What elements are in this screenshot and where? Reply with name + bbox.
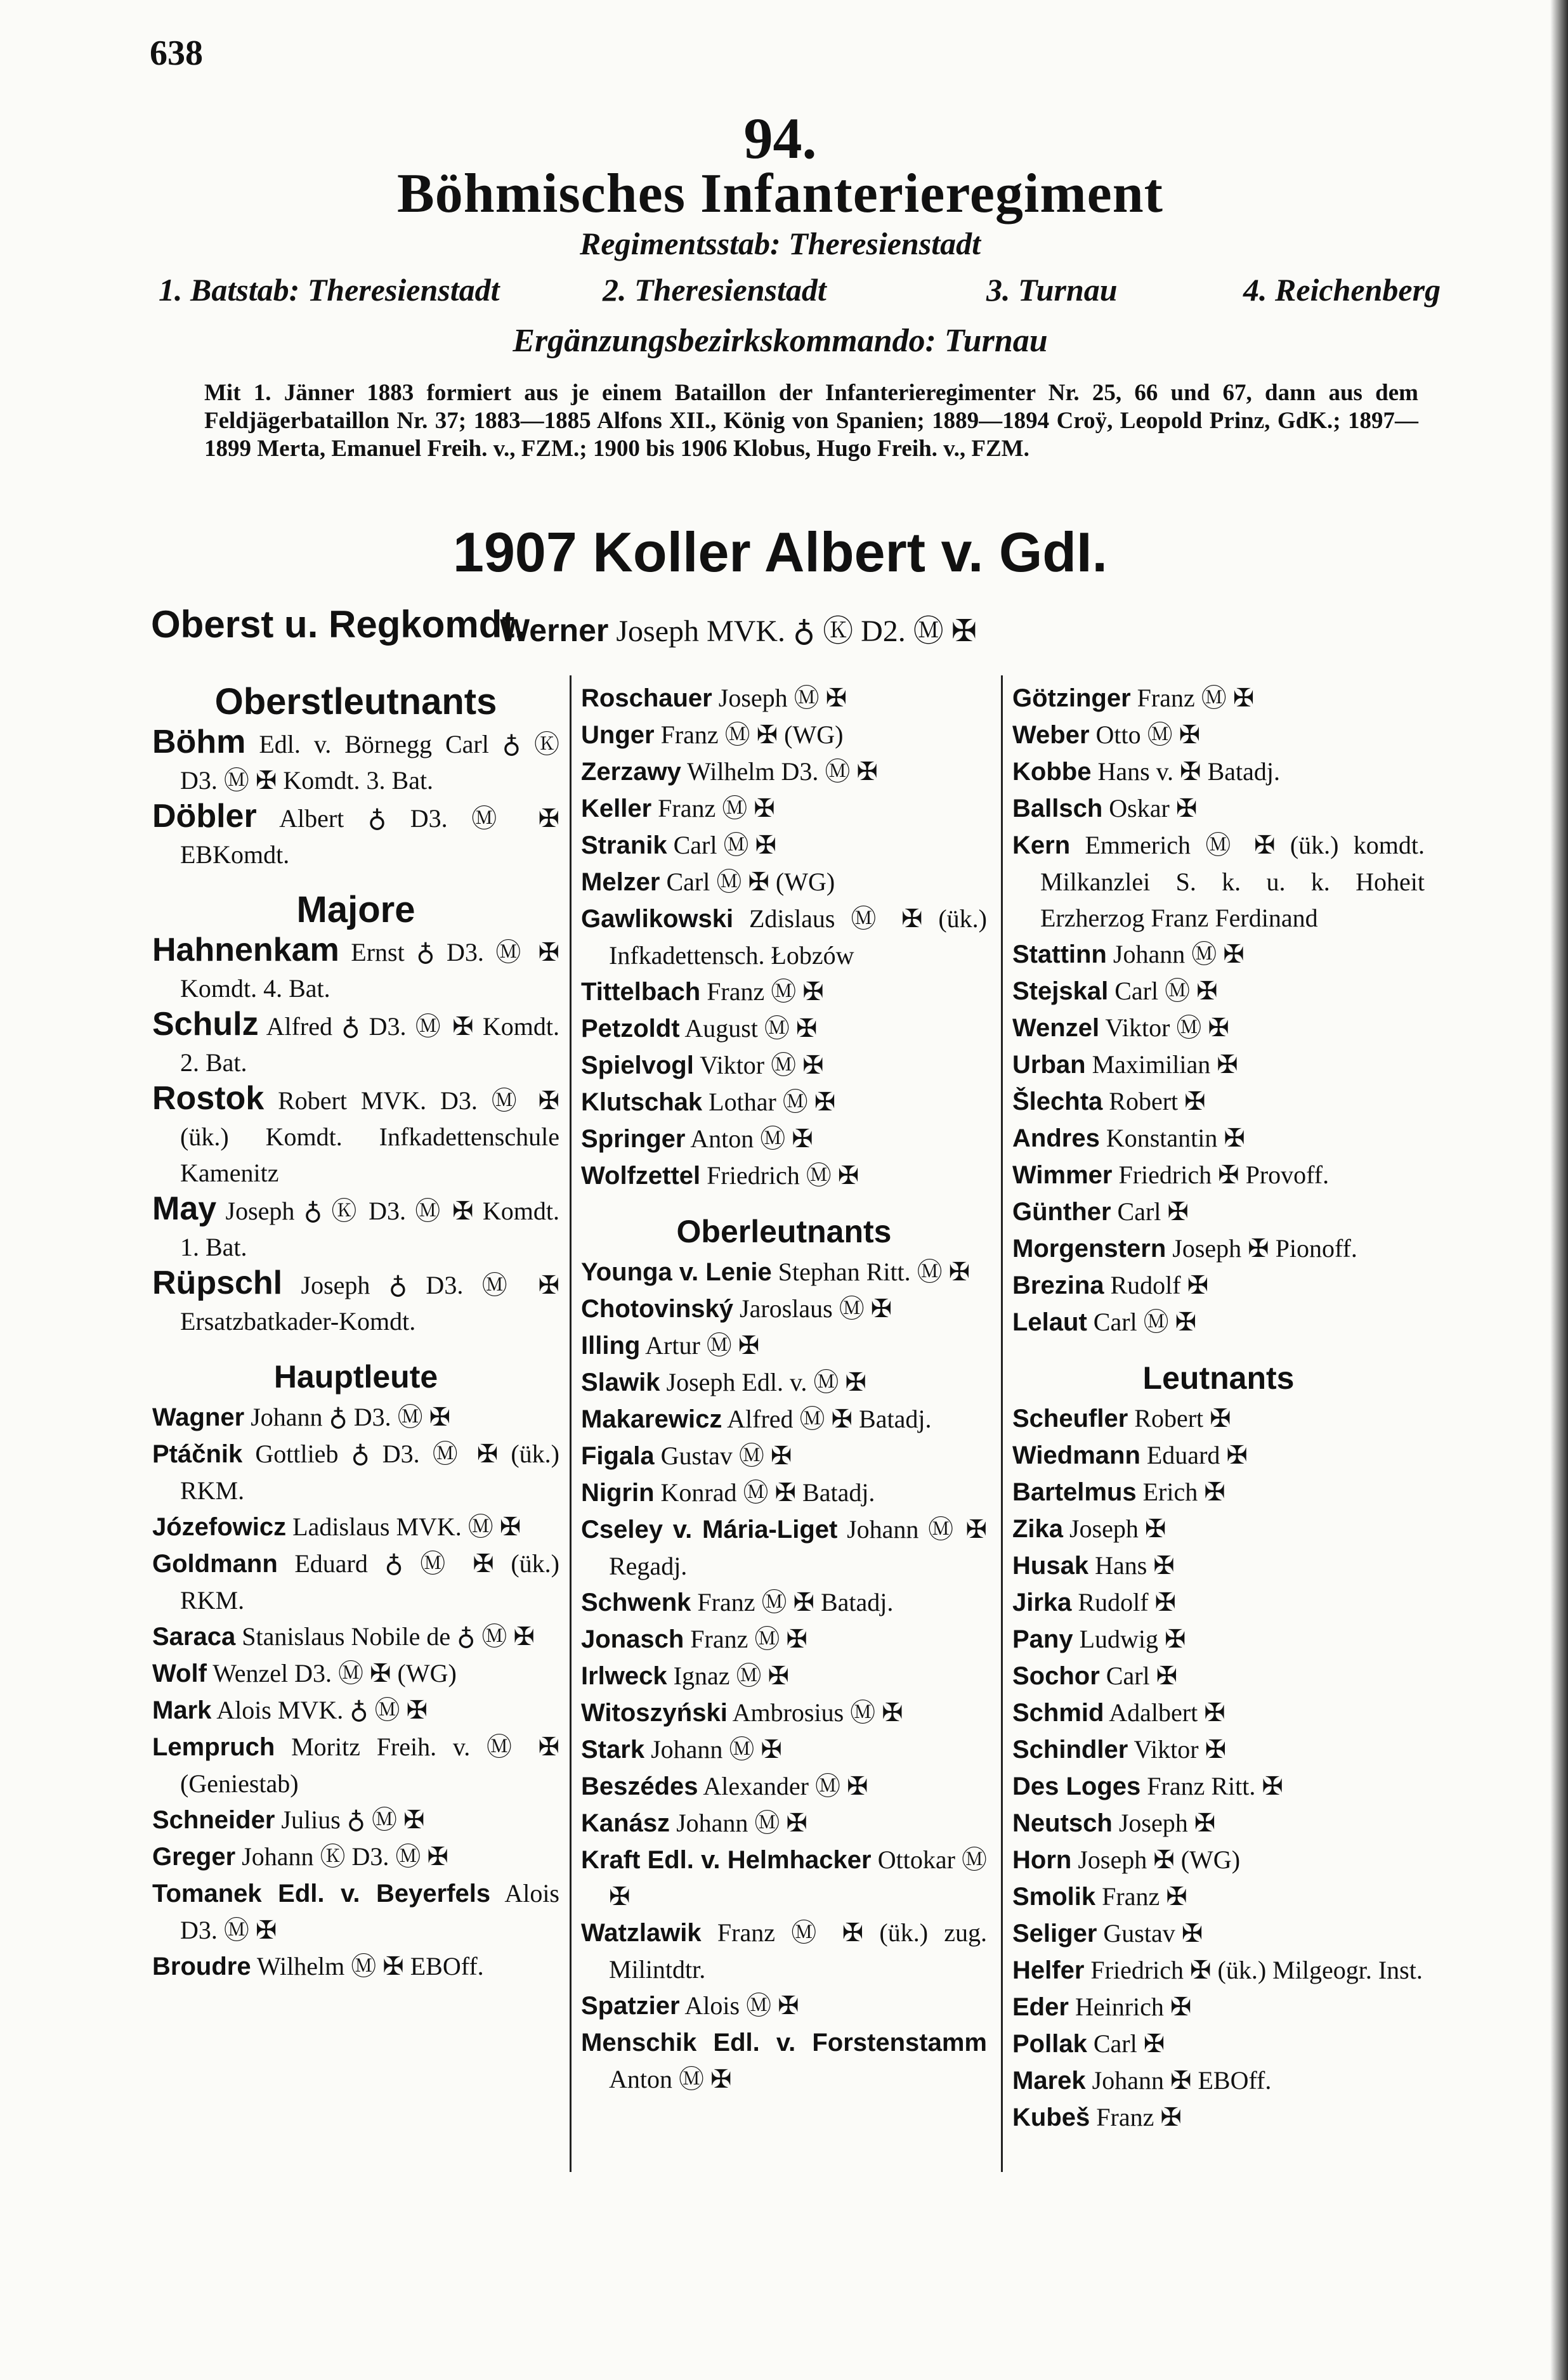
colonel-entry bbox=[500, 606, 977, 650]
officer-entry bbox=[1012, 1083, 1425, 1120]
officer-entry bbox=[152, 1191, 559, 1265]
officer-entry bbox=[1012, 1952, 1425, 1989]
officer-details: Joseph ✠ bbox=[1069, 1514, 1166, 1543]
officer-entry bbox=[1012, 1474, 1425, 1511]
officer-entry bbox=[581, 1401, 987, 1438]
officer-entry bbox=[581, 1658, 987, 1694]
officer-surname: Stattinn bbox=[1012, 940, 1107, 968]
officer-surname: Unger bbox=[581, 721, 655, 749]
officer-surname: Keller bbox=[581, 795, 652, 823]
recruiting-district: Ergänzungsbezirkskommando: Turnau bbox=[513, 323, 1048, 359]
section-heading: Oberleutnants bbox=[676, 1214, 892, 1249]
officer-details: Franz Ⓜ ✠ bbox=[690, 1625, 807, 1653]
officer-entry bbox=[1012, 1046, 1425, 1083]
officer-surname: Lempruch bbox=[152, 1733, 275, 1761]
officer-surname: Stark bbox=[581, 1736, 645, 1764]
officer-surname: Urban bbox=[1012, 1051, 1086, 1079]
officer-surname: Šlechta bbox=[1012, 1088, 1103, 1115]
officer-details: Alois D3. Ⓜ ✠ bbox=[180, 1879, 559, 1944]
officer-entry bbox=[1012, 1400, 1425, 1437]
officer-details: Alexander Ⓜ ✠ bbox=[703, 1772, 868, 1800]
officer-surname: Kern bbox=[1012, 831, 1071, 859]
officer-surname: Schindler bbox=[1012, 1736, 1128, 1764]
officer-entry bbox=[581, 1121, 987, 1157]
officer-entry bbox=[581, 1584, 987, 1621]
officer-surname: Watzlawik bbox=[581, 1919, 702, 1947]
officer-entry bbox=[581, 1438, 987, 1474]
officer-entry bbox=[581, 973, 987, 1010]
officer-surname: Weber bbox=[1012, 721, 1090, 749]
officer-entry bbox=[581, 1010, 987, 1047]
officer-entry bbox=[1012, 790, 1425, 827]
officer-entry bbox=[581, 1768, 987, 1805]
officer-details: Oskar ✠ bbox=[1109, 794, 1198, 823]
officer-entry bbox=[152, 1006, 559, 1081]
officer-details: Johann Ⓚ D3. Ⓜ ✠ bbox=[242, 1842, 448, 1871]
officer-entry bbox=[1012, 717, 1425, 753]
officer-surname: Spielvogl bbox=[581, 1051, 694, 1079]
officer-surname: Horn bbox=[1012, 1846, 1072, 1874]
officer-details: Viktor Ⓜ ✠ bbox=[700, 1051, 824, 1079]
officer-entry bbox=[1012, 1267, 1425, 1304]
officer-entry bbox=[581, 864, 987, 901]
officer-details: Carl ✠ bbox=[1117, 1197, 1189, 1226]
officer-details: Wilhelm Ⓜ ✠ EBOff. bbox=[256, 1952, 484, 1980]
officer-entry bbox=[1012, 1768, 1425, 1805]
officer-surname: Witoszyński bbox=[581, 1699, 728, 1727]
officer-entry bbox=[1012, 1193, 1425, 1230]
officer-entry bbox=[1012, 1915, 1425, 1952]
officer-surname: Jonasch bbox=[581, 1625, 684, 1653]
officer-details: Erich ✠ bbox=[1142, 1478, 1225, 1506]
column-middle bbox=[581, 680, 987, 2097]
officer-details: Viktor Ⓜ ✠ bbox=[1105, 1013, 1229, 1042]
officer-surname: Tittelbach bbox=[581, 978, 701, 1006]
officer-details: Emmerich Ⓜ ✠ (ük.) komdt. Milkanzlei S. k. u. k. Hoheit Erzherzog Franz Ferdinand bbox=[1040, 831, 1425, 932]
officer-entry bbox=[581, 2024, 987, 2097]
officer-surname: Lelaut bbox=[1012, 1308, 1087, 1336]
officer-entry bbox=[581, 1291, 987, 1327]
officer-surname: Kubeš bbox=[1012, 2104, 1090, 2131]
officer-details: Alfred Ⓜ ✠ Batadj. bbox=[727, 1405, 932, 1433]
officer-entry bbox=[152, 1838, 559, 1875]
officer-details: Johann Ⓜ ✠ bbox=[651, 1735, 782, 1764]
officer-entry bbox=[1012, 1658, 1425, 1694]
officer-surname: Younga v. Lenie bbox=[581, 1258, 772, 1286]
section-heading: Oberstleutnants bbox=[214, 681, 497, 722]
colonel-surname: Werner bbox=[500, 613, 609, 648]
officer-entry bbox=[581, 1842, 987, 1915]
officer-entry bbox=[152, 798, 559, 873]
officer-surname: Gawlikowski bbox=[581, 905, 734, 933]
officer-surname: Wagner bbox=[152, 1403, 245, 1431]
officer-surname: Greger bbox=[152, 1843, 236, 1871]
officer-surname: Petzoldt bbox=[581, 1015, 680, 1043]
officer-surname: Zika bbox=[1012, 1515, 1064, 1543]
officer-surname: Makarewicz bbox=[581, 1405, 722, 1433]
officer-surname: Melzer bbox=[581, 868, 660, 896]
officer-details: Joseph ✠ (WG) bbox=[1078, 1845, 1241, 1874]
officer-details: Eduard ✠ bbox=[1146, 1441, 1248, 1469]
officer-entry bbox=[1012, 1878, 1425, 1915]
officer-details: Ernst ♁ D3. Ⓜ ✠ Komdt. 4. Bat. bbox=[180, 938, 560, 1003]
officer-details: Gustav Ⓜ ✠ bbox=[660, 1441, 792, 1470]
officer-details: Alfred ♁ D3. Ⓜ ✠ Komdt. 2. Bat. bbox=[180, 1012, 560, 1077]
officer-entry bbox=[152, 1081, 559, 1191]
column-left bbox=[152, 680, 559, 1985]
officer-details: Carl ✠ bbox=[1106, 1661, 1178, 1690]
officer-details: Edl. v. Börnegg Carl ♁ Ⓚ D3. Ⓜ ✠ Komdt. 3. Bat. bbox=[180, 730, 560, 795]
officer-details: Viktor ✠ bbox=[1134, 1735, 1227, 1764]
officer-surname: Wenzel bbox=[1012, 1014, 1100, 1042]
officer-details: Robert ✠ bbox=[1134, 1404, 1231, 1433]
battalion-4: 4. Reichenberg bbox=[1243, 272, 1441, 308]
officer-entry bbox=[1012, 827, 1425, 936]
battalion-3: 3. Turnau bbox=[986, 272, 1118, 308]
officer-entry bbox=[581, 1254, 987, 1291]
officer-surname: Pollak bbox=[1012, 2030, 1087, 2058]
officer-details: Gottlieb ♁ D3. Ⓜ ✠ (ük.) RKM. bbox=[180, 1440, 559, 1505]
officer-details: Moritz Freih. v. Ⓜ ✠ (Geniestab) bbox=[180, 1733, 560, 1798]
regiment-number: 94. bbox=[743, 106, 817, 171]
officer-surname: Schmid bbox=[1012, 1699, 1104, 1727]
officer-surname: Klutschak bbox=[581, 1088, 703, 1116]
officer-surname: May bbox=[152, 1190, 217, 1227]
officer-details: Konrad Ⓜ ✠ Batadj. bbox=[660, 1478, 875, 1507]
officer-entry bbox=[152, 1875, 559, 1948]
column-divider bbox=[570, 675, 572, 2172]
officer-entry bbox=[581, 790, 987, 827]
officer-details: Zdislaus Ⓜ ✠ (ük.) Infkadettensch. Łobzów bbox=[609, 904, 988, 970]
officer-details: Robert ✠ bbox=[1109, 1087, 1206, 1115]
officer-details: Joseph ♁ Ⓚ D3. Ⓜ ✠ Komdt. 1. Bat. bbox=[180, 1197, 560, 1261]
officer-entry bbox=[581, 901, 987, 973]
officer-details: Stanislaus Nobile de ♁ Ⓜ ✠ bbox=[242, 1622, 535, 1651]
officer-entry bbox=[581, 1987, 987, 2024]
officer-surname: Böhm bbox=[152, 724, 246, 760]
officer-surname: Illing bbox=[581, 1332, 641, 1360]
officer-surname: Rüpschl bbox=[152, 1265, 283, 1301]
officer-entry bbox=[152, 1948, 559, 1985]
officer-surname: Kobbe bbox=[1012, 758, 1092, 786]
officer-surname: Wolf bbox=[152, 1660, 207, 1687]
officer-details: Franz Ritt. ✠ bbox=[1147, 1772, 1283, 1800]
section-heading: Leutnants bbox=[1142, 1360, 1295, 1396]
officer-entry bbox=[1012, 2062, 1425, 2099]
officer-surname: Pany bbox=[1012, 1625, 1073, 1653]
regiment-history: Mit 1. Jänner 1883 formiert aus je einem Bataillon der Infanterieregimenter Nr. 25, 66 und 67, dann aus dem Feldjägerbataillon Nr. 37; 1883—1885 Alfons XII., König von Spanien; 1889—1894 Croÿ, Leopold Prinz, GdK.; 1897—1899 Merta, Emanuel Freih. v., FZM.; 1900 bis 1906 Klobus, Hugo Freih. v., FZM. bbox=[204, 380, 1418, 462]
officer-details: Friedrich Ⓜ ✠ bbox=[707, 1161, 859, 1190]
officer-entry bbox=[1012, 1842, 1425, 1878]
officer-entry bbox=[581, 1047, 987, 1084]
officer-entry bbox=[1012, 1547, 1425, 1584]
officer-entry bbox=[581, 827, 987, 864]
officer-surname: Brezina bbox=[1012, 1271, 1104, 1299]
officer-details: Ambrosius Ⓜ ✠ bbox=[732, 1698, 903, 1727]
officer-entry bbox=[1012, 1805, 1425, 1842]
battalion-1: 1. Batstab: Theresienstadt bbox=[159, 272, 500, 308]
column-divider bbox=[1001, 675, 1003, 2172]
officer-surname: Hahnenkam bbox=[152, 932, 339, 968]
regiment-proprietor: 1907 Koller Albert v. GdI. bbox=[453, 521, 1107, 583]
officer-details: Carl Ⓜ ✠ (WG) bbox=[666, 868, 835, 896]
officer-surname: Chotovinský bbox=[581, 1295, 734, 1323]
officer-entry bbox=[581, 1621, 987, 1658]
officer-details: Gustav ✠ bbox=[1103, 1919, 1203, 1948]
officer-entry bbox=[1012, 936, 1425, 973]
officer-surname: Husak bbox=[1012, 1552, 1089, 1580]
officer-entry bbox=[581, 1364, 987, 1401]
officer-details: Ladislaus MVK. Ⓜ ✠ bbox=[292, 1512, 521, 1541]
officer-entry bbox=[1012, 973, 1425, 1010]
regimental-staff: Regimentsstab: Theresienstadt bbox=[580, 226, 981, 261]
officer-details: Robert MVK. D3. Ⓜ ✠ (ük.) Komdt. Infkadettenschule Kamenitz bbox=[180, 1086, 560, 1187]
page-edge-shadow bbox=[1550, 0, 1568, 2380]
officer-surname: Günther bbox=[1012, 1198, 1111, 1226]
officer-surname: Smolik bbox=[1012, 1883, 1096, 1911]
officer-surname: Scheufler bbox=[1012, 1405, 1128, 1433]
officer-surname: Beszédes bbox=[581, 1772, 698, 1800]
officer-surname: Rostok bbox=[152, 1080, 265, 1117]
officer-surname: Schulz bbox=[152, 1006, 259, 1043]
officer-surname: Kanász bbox=[581, 1809, 670, 1837]
battalion-stations bbox=[159, 271, 1441, 309]
officer-entry bbox=[581, 753, 987, 790]
officer-details: Franz Ⓜ ✠ (WG) bbox=[660, 720, 844, 749]
officer-details: Julius ♁ Ⓜ ✠ bbox=[281, 1805, 425, 1834]
officer-surname: Götzinger bbox=[1012, 684, 1131, 712]
officer-details: Konstantin ✠ bbox=[1106, 1124, 1245, 1152]
officer-entry bbox=[1012, 1584, 1425, 1621]
officer-entry bbox=[581, 1915, 987, 1987]
officer-details: Otto Ⓜ ✠ bbox=[1095, 720, 1201, 749]
officer-surname: Tomanek Edl. v. Beyerfels bbox=[152, 1880, 491, 1908]
officer-entry bbox=[152, 932, 559, 1006]
section-heading: Majore bbox=[296, 889, 415, 930]
officer-surname: Marek bbox=[1012, 2067, 1086, 2095]
officer-surname: Ballsch bbox=[1012, 795, 1103, 823]
officer-surname: Zerzawy bbox=[581, 758, 681, 786]
officer-details: Joseph Ⓜ ✠ bbox=[718, 684, 847, 712]
officer-entry bbox=[152, 1655, 559, 1692]
officer-entry bbox=[1012, 1120, 1425, 1157]
officer-surname: Helfer bbox=[1012, 1956, 1085, 1984]
officer-surname: Kraft Edl. v. Helmhacker bbox=[581, 1846, 872, 1874]
officer-details: Albert ♁ D3. Ⓜ ✠ EBKomdt. bbox=[180, 804, 560, 869]
officer-entry bbox=[152, 1265, 559, 1339]
officer-details: Anton Ⓜ ✠ bbox=[609, 2065, 732, 2093]
officer-details: Artur Ⓜ ✠ bbox=[645, 1331, 760, 1360]
officer-entry bbox=[152, 1545, 559, 1618]
officer-details: Ignaz Ⓜ ✠ bbox=[673, 1661, 789, 1690]
officer-details: Johann ♁ D3. Ⓜ ✠ bbox=[251, 1403, 451, 1431]
officer-surname: Roschauer bbox=[581, 684, 712, 712]
officer-surname: Schwenk bbox=[581, 1589, 691, 1616]
officer-surname: Goldmann bbox=[152, 1550, 278, 1578]
regiment-title: Böhmisches Infanterieregiment bbox=[397, 163, 1163, 224]
officer-entry bbox=[581, 1084, 987, 1121]
officer-entry bbox=[152, 1436, 559, 1509]
officer-details: Ludwig ✠ bbox=[1079, 1625, 1186, 1653]
officer-details: Heinrich ✠ bbox=[1075, 1993, 1192, 2021]
officer-surname: Slawik bbox=[581, 1369, 660, 1396]
officer-surname: Spatzier bbox=[581, 1992, 680, 2020]
officer-entry bbox=[1012, 1511, 1425, 1547]
officer-details: Franz Ⓜ ✠ bbox=[658, 794, 775, 823]
officer-details: Johann Ⓜ ✠ bbox=[1113, 940, 1245, 968]
battalion-2: 2. Theresienstadt bbox=[603, 272, 826, 308]
officer-details: Alois Ⓜ ✠ bbox=[684, 1991, 799, 2020]
page-number: 638 bbox=[150, 34, 203, 73]
officer-details: Maximilian ✠ bbox=[1092, 1050, 1238, 1079]
officer-surname: Andres bbox=[1012, 1124, 1100, 1152]
officer-details: Rudolf ✠ bbox=[1078, 1588, 1177, 1616]
officer-surname: Irlweck bbox=[581, 1662, 667, 1690]
officer-surname: Schneider bbox=[152, 1806, 275, 1834]
officer-details: Franz ✠ bbox=[1102, 1882, 1187, 1911]
officer-details: Joseph Edl. v. Ⓜ ✠ bbox=[666, 1368, 866, 1396]
officer-surname: Jirka bbox=[1012, 1589, 1072, 1616]
officer-details: Wenzel D3. Ⓜ ✠ (WG) bbox=[212, 1659, 457, 1687]
officer-surname: Des Loges bbox=[1012, 1772, 1141, 1800]
officer-details: Hans ✠ bbox=[1095, 1551, 1175, 1580]
officer-details: Carl Ⓜ ✠ bbox=[1114, 977, 1218, 1005]
officer-surname: Mark bbox=[152, 1696, 212, 1724]
officer-entry bbox=[1012, 1621, 1425, 1658]
officer-surname: Stranik bbox=[581, 831, 667, 859]
officer-entry bbox=[152, 1802, 559, 1838]
officer-details: Franz Ⓜ ✠ (ük.) zug. Milintdtr. bbox=[609, 1918, 988, 1984]
officer-surname: Nigrin bbox=[581, 1479, 655, 1507]
officer-surname: Stejskal bbox=[1012, 977, 1109, 1005]
officer-details: Joseph ✠ Pionoff. bbox=[1172, 1234, 1357, 1263]
officer-entry bbox=[581, 1511, 987, 1584]
officer-details: August Ⓜ ✠ bbox=[684, 1014, 818, 1043]
officer-surname: Morgenstern bbox=[1012, 1235, 1166, 1263]
officer-surname: Sochor bbox=[1012, 1662, 1100, 1690]
officer-entry bbox=[581, 680, 987, 717]
officer-entry bbox=[1012, 2099, 1425, 2136]
officer-details: Hans v. ✠ Batadj. bbox=[1097, 757, 1280, 786]
officer-entry bbox=[1012, 1010, 1425, 1046]
officer-surname: Seliger bbox=[1012, 1920, 1097, 1948]
officer-entry bbox=[581, 1731, 987, 1768]
officer-details: Johann Ⓜ ✠ Regadj. bbox=[609, 1515, 987, 1580]
officer-details: Friedrich ✠ (ük.) Milgeogr. Inst. bbox=[1090, 1956, 1423, 1984]
officer-surname: Neutsch bbox=[1012, 1809, 1113, 1837]
officer-details: Joseph ♁ D3. Ⓜ ✠ Ersatzbatkader-Komdt. bbox=[180, 1271, 559, 1336]
officer-surname: Figala bbox=[581, 1442, 655, 1470]
officer-entry bbox=[581, 1327, 987, 1364]
officer-entry bbox=[152, 1692, 559, 1729]
officer-entry bbox=[581, 1805, 987, 1842]
colonel-row bbox=[151, 602, 1420, 653]
officer-details: Adalbert ✠ bbox=[1109, 1698, 1225, 1727]
officer-surname: Saraca bbox=[152, 1623, 236, 1651]
officer-entry bbox=[1012, 1989, 1425, 2026]
officer-details: Alois MVK. ♁ Ⓜ ✠ bbox=[216, 1696, 428, 1724]
officer-entry bbox=[152, 1729, 559, 1802]
officer-details: Jaroslaus Ⓜ ✠ bbox=[740, 1294, 892, 1323]
officer-entry bbox=[152, 1618, 559, 1655]
officer-entry bbox=[1012, 680, 1425, 717]
officer-details: Carl Ⓜ ✠ bbox=[673, 831, 776, 859]
officer-details: Johann ✠ EBOff. bbox=[1092, 2066, 1272, 2095]
officer-details: Franz Ⓜ ✠ Batadj. bbox=[697, 1588, 894, 1616]
officer-surname: Menschik Edl. v. Forstenstamm bbox=[581, 2029, 987, 2057]
officer-surname: Wimmer bbox=[1012, 1161, 1113, 1189]
colonel-details: Joseph MVK. ♁ Ⓚ D2. Ⓜ ✠ bbox=[616, 615, 977, 648]
officer-surname: Józefowicz bbox=[152, 1513, 287, 1541]
colonel-label: Oberst u. Regkomdt. bbox=[151, 603, 526, 646]
officer-details: Franz Ⓜ ✠ bbox=[1137, 684, 1255, 712]
officer-surname: Cseley v. Mária-Liget bbox=[581, 1516, 838, 1544]
officer-entry bbox=[581, 1157, 987, 1194]
officer-details: Johann Ⓜ ✠ bbox=[676, 1809, 807, 1837]
officer-surname: Döbler bbox=[152, 798, 257, 835]
officer-details: Friedrich ✠ Provoff. bbox=[1118, 1161, 1330, 1189]
officer-entry bbox=[152, 724, 559, 798]
officer-details: Carl ✠ bbox=[1093, 2029, 1165, 2058]
officer-entry bbox=[581, 1474, 987, 1511]
officer-details: Eduard ♁ Ⓜ ✠ (ük.) RKM. bbox=[180, 1549, 560, 1615]
officer-entry bbox=[1012, 1731, 1425, 1768]
officer-entry bbox=[1012, 1437, 1425, 1474]
officer-details: Wilhelm D3. Ⓜ ✠ bbox=[687, 757, 878, 786]
officer-details: Ottokar Ⓜ ✠ bbox=[609, 1845, 988, 1911]
officer-entry bbox=[1012, 1694, 1425, 1731]
officer-surname: Bartelmus bbox=[1012, 1478, 1137, 1506]
officer-entry bbox=[1012, 1157, 1425, 1193]
officer-entry bbox=[152, 1399, 559, 1436]
officer-entry bbox=[581, 1694, 987, 1731]
officer-surname: Ptáčnik bbox=[152, 1440, 243, 1468]
officer-details: Franz ✠ bbox=[1096, 2103, 1182, 2131]
officer-details: Anton Ⓜ ✠ bbox=[690, 1124, 813, 1153]
officer-surname: Wiedmann bbox=[1012, 1441, 1140, 1469]
officer-details: Rudolf ✠ bbox=[1110, 1271, 1209, 1299]
officer-entry bbox=[581, 717, 987, 753]
officer-details: Franz Ⓜ ✠ bbox=[707, 977, 824, 1006]
officer-entry bbox=[1012, 1304, 1425, 1341]
officer-surname: Wolfzettel bbox=[581, 1162, 701, 1190]
section-heading: Hauptleute bbox=[273, 1359, 438, 1395]
column-right bbox=[1012, 680, 1425, 2136]
officer-surname: Eder bbox=[1012, 1993, 1069, 2021]
officer-details: Carl Ⓜ ✠ bbox=[1093, 1308, 1197, 1336]
officer-entry bbox=[1012, 2026, 1425, 2062]
officer-surname: Springer bbox=[581, 1125, 686, 1153]
officer-entry bbox=[1012, 753, 1425, 790]
officer-entry bbox=[1012, 1230, 1425, 1267]
officer-details: Joseph ✠ bbox=[1118, 1809, 1216, 1837]
officer-entry bbox=[152, 1509, 559, 1545]
officer-surname: Broudre bbox=[152, 1953, 251, 1980]
officer-details: Stephan Ritt. Ⓜ ✠ bbox=[778, 1258, 970, 1286]
officer-details: Lothar Ⓜ ✠ bbox=[709, 1088, 836, 1116]
